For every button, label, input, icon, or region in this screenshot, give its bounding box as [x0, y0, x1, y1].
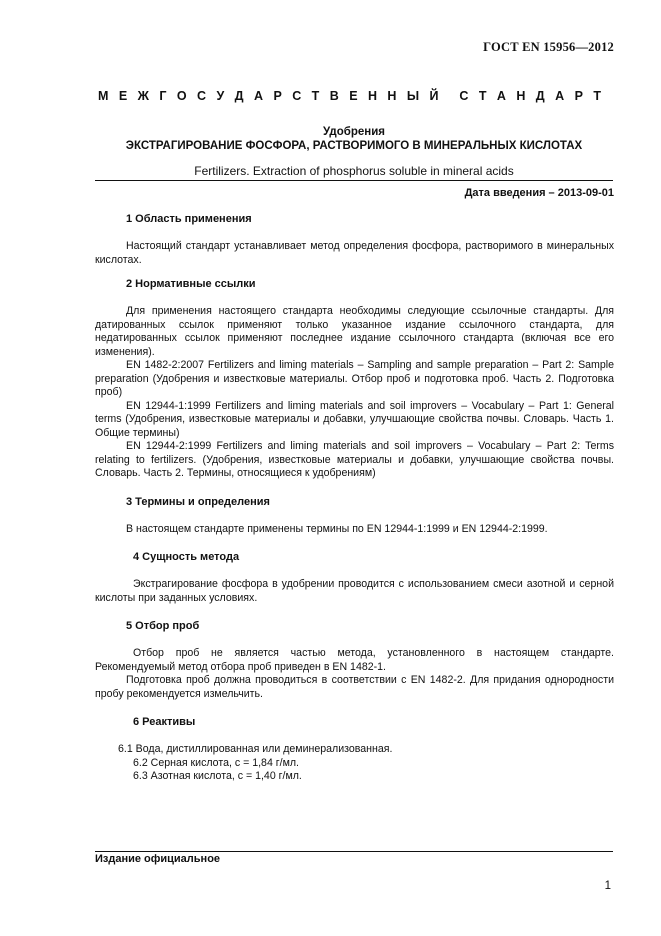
document-body	[95, 212, 614, 784]
standard-type-letter: Р	[574, 89, 583, 103]
introduction-date: Дата введения – 2013-09-01	[464, 187, 614, 199]
standard-type-letter: В	[329, 89, 339, 103]
standard-type-letter: Н	[367, 89, 377, 103]
document-code: ГОСТ EN 15956—2012	[483, 40, 614, 54]
standard-type-letter: А	[496, 89, 506, 103]
standard-type-letter: Т	[478, 89, 487, 103]
paragraph: EN 1482-2:2007 Fertilizers and liming materials – Sampling and sample preparation – Part 2: Sample preparation (Удобрения и известковые материалы. Отбор проб и подготовка проб. Часть 2. Подготовка проб)	[95, 359, 614, 398]
section-heading: 5 Отбор проб	[126, 620, 200, 632]
standard-type-letter: Д	[535, 89, 545, 103]
paragraph: Отбор проб не является частью метода, установленного в настоящем стандарте. Рекомендуемый метод отбора проб приведен в EN 1482-1.	[95, 647, 614, 673]
list-item: 6.1 Вода, дистиллированная или деминерализованная.	[118, 743, 393, 755]
standard-type-letter: О	[176, 89, 187, 103]
list-item: 6.3 Азотная кислота, c = 1,40 г/мл.	[133, 770, 302, 782]
standard-type-letter: Р	[273, 89, 282, 103]
standard-type-letter: Е	[349, 89, 358, 103]
standard-type-letter: Е	[118, 89, 128, 103]
standard-type-letter: А	[555, 89, 565, 103]
section-heading: 2 Нормативные ссылки	[126, 278, 256, 290]
page-number: 1	[604, 880, 611, 892]
title-divider	[95, 180, 613, 181]
section-heading: 6 Реактивы	[133, 716, 196, 728]
footer-divider	[95, 851, 613, 852]
paragraph: Подготовка проб должна проводиться в соответствии с EN 1482-2. Для придания однородности пробу рекомендуется измельчить.	[95, 674, 614, 700]
standard-type-letter: А	[254, 89, 264, 103]
title-block	[95, 125, 613, 179]
section-heading: 4 Сущность метода	[133, 551, 240, 563]
paragraph: EN 12944-1:1999 Fertilizers and liming materials and soil improvers – Vocabulary – Part 1: General terms (Удобрения, известковые материалы и добавки, улучшающие свойства почвы. Словарь. Часть 1. Общие термины)	[95, 399, 614, 439]
section-heading: 1 Область применения	[126, 213, 252, 225]
standard-type-letter: С	[292, 89, 302, 103]
standard-type-letter: Н	[516, 89, 526, 103]
section-heading: 3 Термины и определения	[126, 495, 270, 508]
paragraph: В настоящем стандарте применены термины по EN 12944-1:1999 и EN 12944-2:1999.	[126, 522, 548, 535]
list-item: 6.2 Серная кислота, c = 1,84 г/мл.	[133, 756, 299, 769]
paragraph: Экстрагирование фосфора в удобрении проводится с использованием смеси азотной и серной кислоты при заданных условиях.	[95, 578, 614, 604]
standard-type-letter: Ы	[406, 89, 420, 103]
standard-type-letter: С	[459, 89, 469, 103]
standard-type-letter: М	[98, 89, 109, 103]
standard-type-letter: Ж	[137, 89, 149, 103]
standard-type-letter: Г	[159, 89, 167, 103]
standard-type-letter: У	[216, 89, 225, 103]
paragraph: Настоящий стандарт устанавливает метод определения фосфора, растворимого в минеральных кислотах.	[95, 240, 614, 266]
standard-type-letter: С	[197, 89, 207, 103]
standard-type-heading	[98, 89, 601, 103]
title-ru-line-2: ЭКСТРАГИРОВАНИЕ ФОСФОРА, РАСТВОРИМОГО В МИНЕРАЛЬНЫХ КИСЛОТАХ	[125, 140, 583, 152]
standard-type-letter: Д	[234, 89, 244, 103]
edition-label: Издание официальное	[95, 853, 221, 865]
standard-type-letter: Й	[429, 89, 439, 103]
standard-type-letter: Т	[593, 89, 601, 103]
title-en: Fertilizers. Extraction of phosphorus soluble in mineral acids	[194, 164, 514, 178]
paragraph: EN 12944-2:1999 Fertilizers and liming materials and soil improvers – Vocabulary – Part 2: Terms relating to fertilizers. (Удобрения, известковые материалы и добавки, улучшающие свойства почвы. Словарь. Часть 2. Термины, относящиеся к удобрениям)	[95, 440, 614, 479]
standard-type-letter: Н	[387, 89, 397, 103]
title-ru-line-1: Удобрения	[322, 126, 385, 138]
paragraph: Для применения настоящего стандарта необходимы следующие ссылочные стандарты. Для датированных ссылок применяют только указанное издание ссылочного стандарта, для недатированных ссылок применяют последнее издание ссылочного стандарта (включая все его изменения).	[95, 305, 614, 358]
standard-type-letter: Т	[311, 89, 320, 103]
